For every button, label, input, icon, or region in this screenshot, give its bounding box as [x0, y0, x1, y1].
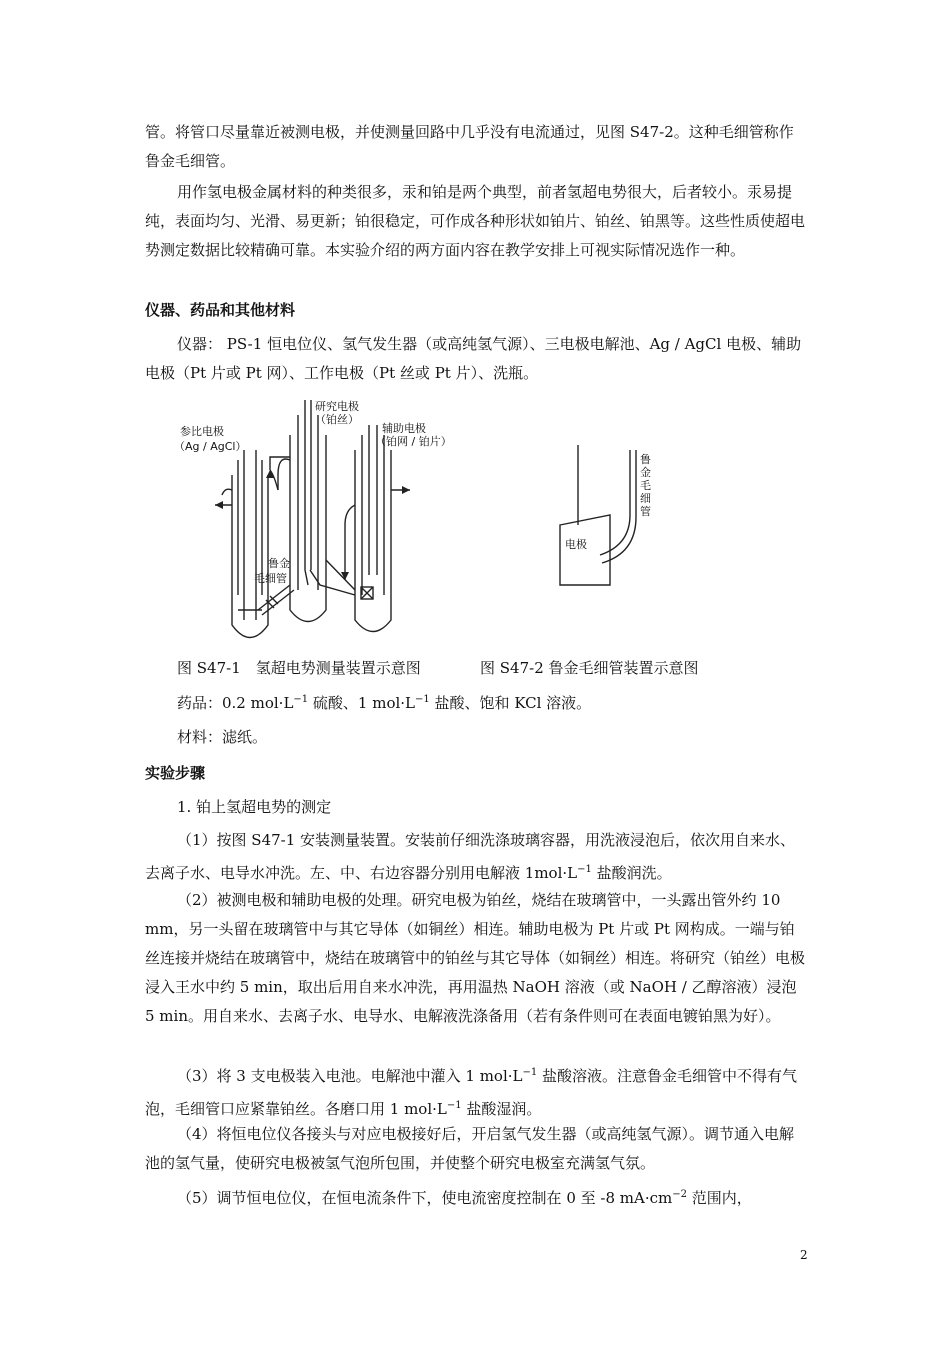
materials-line: 材料：滤纸。: [177, 728, 268, 746]
label-capillary-char-1: 鲁: [640, 453, 651, 466]
unit-superscript: −1: [415, 694, 430, 705]
paragraph-step-3: [145, 1058, 807, 1124]
unit-superscript: −1: [577, 864, 592, 875]
reagents-line: [177, 692, 591, 713]
step-1-tail: 盐酸润洗。: [591, 864, 672, 882]
unit-superscript: −1: [293, 694, 309, 705]
label-working-electrode: 研究电极: [315, 400, 359, 413]
step-5-text-a: （5）调节恒电位仪，在恒电流条件下，使电流密度控制在 0 至 -8 mA·cm: [177, 1189, 673, 1207]
page-number: 2: [800, 1248, 808, 1262]
figure-caption-s47-2: 图 S47-2 鲁金毛细管装置示意图: [480, 659, 699, 677]
paragraph-step-4: （4）将恒电位仪各接头与对应电极接好后，开启氢气发生器（或高纯氢气源）。调节通入电解池的氢气量，使研究电极被氢气泡所包围，并使整个研究电极室充满氢气氛。: [145, 1125, 795, 1172]
step-3-text-c: 盐酸湿润。: [461, 1100, 542, 1118]
figure-hydrogen-overpotential-apparatus: [170, 395, 470, 645]
section-heading-equipment: 仪器、药品和其他材料: [145, 301, 296, 319]
label-auxiliary-electrode: 辅助电极: [382, 422, 426, 435]
label-capillary: 毛细管: [254, 572, 287, 585]
step-title: 1. 铂上氢超电势的测定: [177, 798, 332, 816]
step-3-text-a: （3）将 3 支电极装入电池。电解池中灌入 1 mol·L: [177, 1067, 523, 1085]
label-reference-electrode-type: （Ag / AgCl）: [174, 440, 247, 453]
figure-caption-s47-1: 图 S47-1 氢超电势测量装置示意图: [177, 659, 421, 677]
label-reference-electrode: 参比电极: [180, 425, 224, 438]
paragraph-electrode-materials: 用作氢电极金属材料的种类很多，汞和铂是两个典型，前者氢超电势很大，后者较小。汞易提纯，表面均匀、光滑、易更新；铂很稳定，可作成各种形状如铂片、铂丝、铂黑等。这些性质使超电势测定数据比较精确可靠。本实验介绍的两方面内容在教学安排上可视实际情况选作一种。: [145, 183, 806, 259]
unit-superscript: −1: [446, 1100, 462, 1111]
section-heading-procedure: 实验步骤: [145, 764, 206, 782]
step-3-text-b: 盐酸溶液。注意鲁金毛细管中不得有气泡，毛细管口应紧靠铂丝。各磨口用 1 mol·L: [145, 1067, 798, 1118]
reagents-middle: 硫酸、1 mol·L: [308, 694, 416, 712]
step-5-text-b: 范围内，: [686, 1189, 752, 1207]
label-capillary-char-5: 管: [640, 505, 651, 518]
paragraph-step-1: [145, 826, 807, 888]
label-working-electrode-type: （铂丝）: [315, 413, 359, 426]
unit-superscript: −2: [672, 1189, 687, 1200]
paragraph-step-2: （2）被测电极和辅助电极的处理。研究电极为铂丝，烧结在玻璃管中，一头露出管外约 10 mm，另一头留在玻璃管中与其它导体（如铜丝）相连。辅助电极为 Pt 片或 Pt 网构成。一端与铂丝连接并烧结在玻璃管中，烧结在玻璃管中的铂丝与其它导体（如铜丝）相连。将研究（铂丝）电极浸入王水中约 5 min，取出后用自来水冲洗，再用温热 NaOH 溶液（或 NaOH / 乙醇溶液）浸泡 5 min。用自来水、去离子水、电导水、电解液洗涤备用（若有条件则可在表面电镀铂黑为好）。: [145, 891, 806, 1025]
step-1-text: （1）按图 S47-1 安装测量装置。安装前仔细洗涤玻璃容器，用洗液浸泡后，依次用自来水、去离子水、电导水冲洗。左、中、右边容器分别用电解液 1mol·L: [145, 831, 796, 882]
label-capillary-char-3: 毛: [640, 479, 651, 492]
paragraph-instruments: 仪器： PS-1 恒电位仪、氢气发生器（或高纯氢气源）、三电极电解池、Ag / AgCl 电极、辅助电极（Pt 片或 Pt 网）、工作电极（Pt 丝或 Pt 片）、洗瓶。: [145, 335, 802, 382]
label-auxiliary-electrode-type: （铂网 / 铂片）: [375, 435, 452, 448]
label-capillary-char-4: 细: [640, 492, 651, 505]
label-luggin: 鲁金: [268, 557, 290, 570]
label-electrode: 电极: [565, 538, 587, 551]
figure-luggin-capillary: [550, 435, 670, 595]
reagents-prefix: 药品：0.2 mol·L: [177, 694, 294, 712]
paragraph-capillary-intro: 管。将管口尽量靠近被测电极，并使测量回路中几乎没有电流通过，见图 S47-2。这种毛细管称作鲁金毛细管。: [145, 123, 794, 170]
reagents-suffix: 盐酸、饱和 KCl 溶液。: [429, 694, 592, 712]
label-capillary-char-2: 金: [640, 466, 651, 479]
unit-superscript: −1: [522, 1067, 538, 1078]
paragraph-step-5: [145, 1180, 807, 1213]
